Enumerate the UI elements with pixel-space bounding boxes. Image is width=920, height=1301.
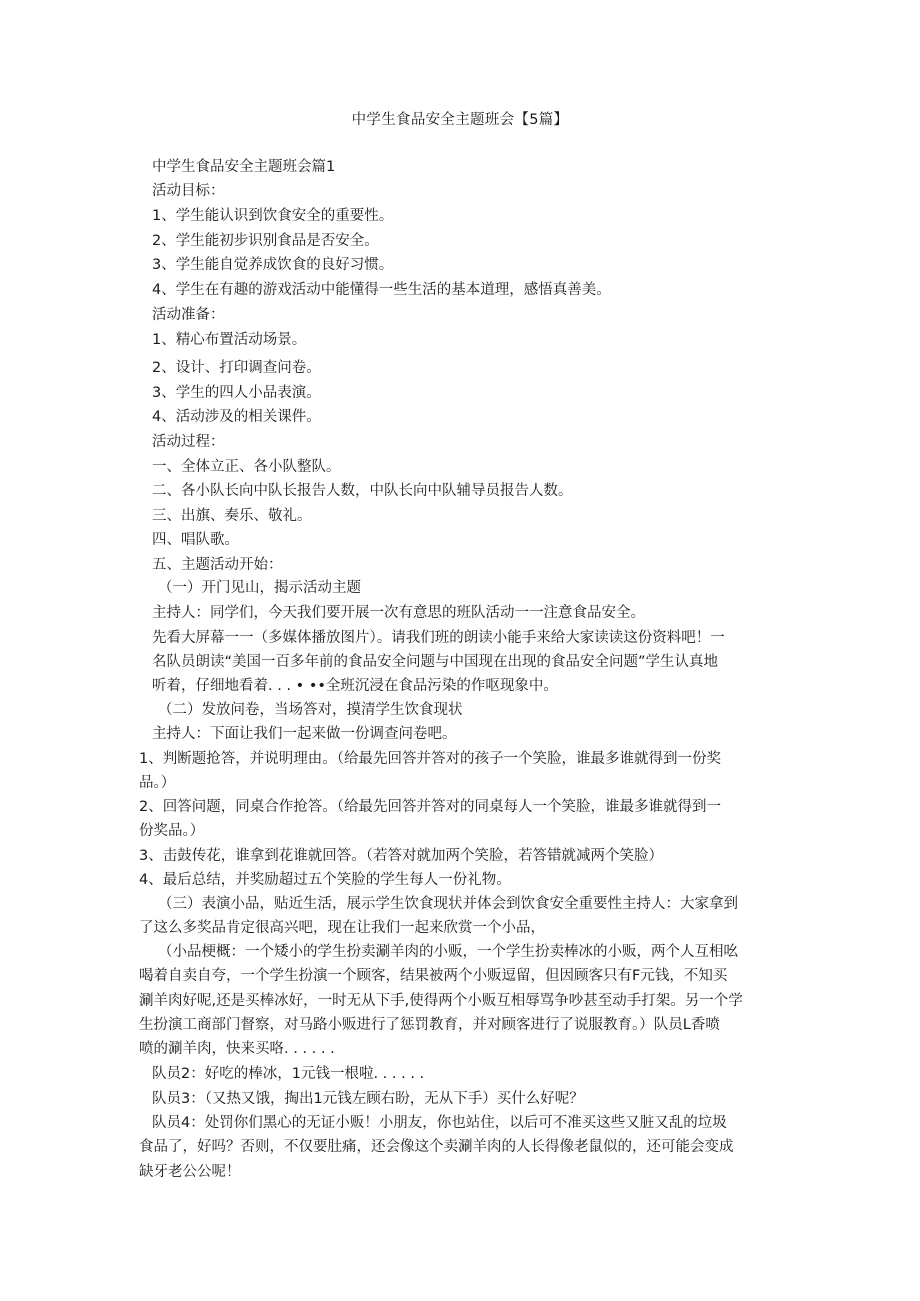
paragraph-line: 队员2：好吃的棒冰，1元钱一根啦. . . . . .: [152, 1066, 425, 1082]
paragraph-line: 缺牙老公公呢！: [139, 1164, 241, 1180]
paragraph-line: 一、全体立正、各小队整队。: [152, 459, 341, 475]
paragraph-line: 2、回答问题，同桌合作抢答。（给最先回答并答对的同桌每人一个笑脸，谁最多谁就得到一: [139, 799, 721, 815]
paragraph-line: 3、学生的四人小品表演。: [152, 385, 321, 401]
paragraph-line: 五、主题活动开始：: [152, 557, 283, 573]
paragraph-line: 份奖品。）: [139, 823, 205, 839]
paragraph-line: 三、出旗、奏乐、敬礼。: [152, 508, 312, 524]
paragraph-line: 品。）: [139, 775, 176, 791]
paragraph-line: 名队员朗读“美国一百多年前的食品安全问题与中国现在出现的食品安全问题”学生认真地: [152, 654, 719, 670]
paragraph-line: 队员3：（又热又饿，掏出1元钱左顾右盼，无从下手）买什么好呢？: [152, 1091, 584, 1107]
paragraph-line: （三）表演小品，贴近生活，展示学生饮食现状并体会到饮食安全重要性主持人：大家拿到: [158, 896, 738, 912]
paragraph-line: 喝着自卖自夸，一个学生扮演一个顾客，结果被两个小贩逗留，但因顾客只有F元钱，不知买: [139, 968, 728, 984]
paragraph-line: 2、设计、打印调查问卷。: [152, 360, 321, 376]
paragraph-line: 1、判断题抢答，并说明理由。（给最先回答并答对的孩子一个笑脸，谁最多谁就得到一份奖: [139, 751, 721, 767]
paragraph-line: 队员4：处罚你们黑心的无证小贩！小朋友，你也站住，以后可不准买这些又脏又乱的垃圾: [152, 1115, 727, 1131]
paragraph-line: 生扮演工商部门督察，对马路小贩进行了惩罚教育，并对顾客进行了说服教育。）队员L香喷: [139, 1017, 720, 1033]
document-title: 中学生食品安全主题班会【5篇】: [351, 112, 569, 128]
paragraph-line: 四、唱队歌。: [152, 532, 239, 548]
paragraph-line: （小品梗概：一个矮小的学生扮卖涮羊肉的小贩，一个学生扮卖棒冰的小贩，两个人互相吆: [158, 944, 738, 960]
paragraph-line: （二）发放问卷，当场答对，摸清学生饮食现状: [158, 702, 463, 718]
paragraph-line: 主持人：同学们，今天我们要开展一次有意思的班队活动一一注意食品安全。: [152, 605, 645, 621]
paragraph-line: 活动准备：: [152, 307, 225, 323]
paragraph-line: 喷的涮羊肉，快来买咯. . . . . .: [139, 1041, 335, 1057]
paragraph-line: 4、活动涉及的相关课件。: [152, 409, 321, 425]
paragraph-line: 4、最后总结，并奖励超过五个笑脸的学生每人一份礼物。: [139, 872, 511, 888]
paragraph-line: 先看大屏幕一一（多媒体播放图片）。请我们班的朗读小能手来给大家读读这份资料吧！一: [152, 630, 725, 646]
paragraph-line: 1、学生能认识到饮食安全的重要性。: [152, 208, 394, 224]
paragraph-line: 食品了，好吗？否则，不仅要肚痛，还会像这个卖涮羊肉的人长得像老鼠似的，还可能会变成: [139, 1139, 734, 1155]
paragraph-line: 活动过程：: [152, 434, 225, 450]
section-heading: 中学生食品安全主题班会篇1: [152, 159, 336, 175]
paragraph-line: 活动目标：: [152, 183, 225, 199]
paragraph-line: （一）开门见山，揭示活动主题: [158, 580, 361, 596]
paragraph-line: 涮羊肉好呢,还是买棒冰好，一时无从下手,使得两个小贩互相辱骂争吵甚至动手打架。另一个学: [139, 993, 743, 1009]
paragraph-line: 主持人：下面让我们一起来做一份调查问卷吧。: [152, 726, 457, 742]
paragraph-line: 4、学生在有趣的游戏活动中能懂得一些生活的基本道理，感悟真善美。: [152, 282, 611, 298]
paragraph-line: 听着，仔细地看着. . . • ••全班沉浸在食品污染的作呕现象中。: [152, 678, 558, 694]
paragraph-line: 3、击鼓传花，谁拿到花谁就回答。（若答对就加两个笑脸，若答错就减两个笑脸）: [139, 848, 663, 864]
paragraph-line: 3、学生能自觉养成饮食的良好习惯。: [152, 257, 394, 273]
paragraph-line: 二、各小队长向中队长报告人数，中队长向中队辅导员报告人数。: [152, 483, 573, 499]
paragraph-line: 了这么多奖品肯定很高兴吧，现在让我们一起来欣赏一个小品，: [139, 920, 545, 936]
paragraph-line: 1、精心布置活动场景。: [152, 332, 307, 348]
paragraph-line: 2、学生能初步识别食品是否安全。: [152, 233, 379, 249]
